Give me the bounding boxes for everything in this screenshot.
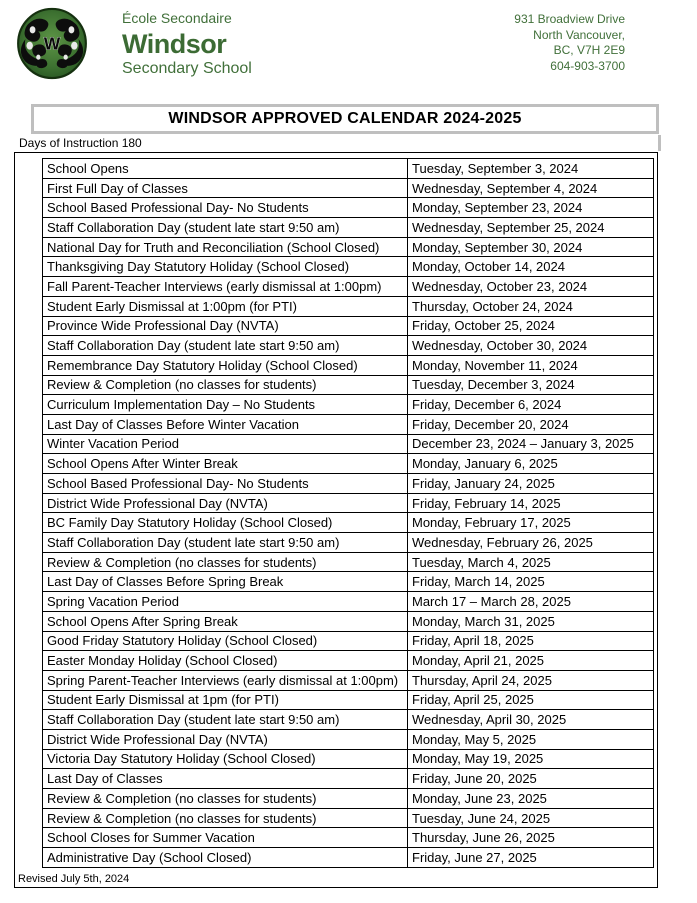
school-logo-crest (16, 3, 88, 84)
table-row (43, 808, 654, 828)
table-row (43, 552, 654, 572)
date-cell: Friday, October 25, 2024 (408, 316, 654, 336)
event-cell: Administrative Day (School Closed) (43, 848, 408, 868)
date-cell: Monday, March 31, 2025 (408, 611, 654, 631)
date-cell: Friday, January 24, 2025 (408, 474, 654, 494)
date-cell: Monday, January 6, 2025 (408, 454, 654, 474)
school-address (514, 12, 625, 74)
table-row (43, 848, 654, 868)
table-row (43, 670, 654, 690)
event-cell: Remembrance Day Statutory Holiday (School Closed) (43, 355, 408, 375)
event-cell: Last Day of Classes (43, 769, 408, 789)
address-line: 604-903-3700 (550, 58, 625, 73)
date-cell: Friday, December 20, 2024 (408, 414, 654, 434)
event-cell: Review & Completion (no classes for students) (43, 808, 408, 828)
date-cell: Monday, April 21, 2025 (408, 651, 654, 671)
event-cell: School Opens After Winter Break (43, 454, 408, 474)
date-cell: Friday, June 27, 2025 (408, 848, 654, 868)
event-cell: Victoria Day Statutory Holiday (School Closed) (43, 749, 408, 769)
date-cell: December 23, 2024 – January 3, 2025 (408, 434, 654, 454)
table-row (43, 769, 654, 789)
event-cell: Review & Completion (no classes for students) (43, 789, 408, 809)
calendar-title: WINDSOR APPROVED CALENDAR 2024-2025 (168, 110, 522, 127)
table-row (43, 355, 654, 375)
event-cell: Winter Vacation Period (43, 434, 408, 454)
days-of-instruction (14, 135, 661, 151)
event-cell: Fall Parent-Teacher Interviews (early dismissal at 1:00pm) (43, 277, 408, 297)
event-cell: District Wide Professional Day (NVTA) (43, 729, 408, 749)
table-row (43, 493, 654, 513)
date-cell: Wednesday, April 30, 2025 (408, 710, 654, 730)
event-cell: Staff Collaboration Day (student late start 9:50 am) (43, 336, 408, 356)
table-row (43, 395, 654, 415)
event-cell: National Day for Truth and Reconciliation (School Closed) (43, 237, 408, 257)
table-row (43, 611, 654, 631)
table-row (43, 316, 654, 336)
address-line: North Vancouver, (533, 27, 625, 42)
calendar-table-body (43, 159, 654, 868)
table-row (43, 592, 654, 612)
school-name-top: École Secondaire (122, 10, 232, 26)
date-cell: Tuesday, December 3, 2024 (408, 375, 654, 395)
logo-letter: W (43, 33, 61, 54)
table-row (43, 336, 654, 356)
date-cell: Monday, May 19, 2025 (408, 749, 654, 769)
event-cell: Review & Completion (no classes for students) (43, 552, 408, 572)
table-row (43, 375, 654, 395)
table-row (43, 789, 654, 809)
date-cell: Tuesday, June 24, 2025 (408, 808, 654, 828)
event-cell: District Wide Professional Day (NVTA) (43, 493, 408, 513)
table-row (43, 277, 654, 297)
revised-note: Revised July 5th, 2024 (18, 873, 130, 885)
event-cell: Review & Completion (no classes for students) (43, 375, 408, 395)
event-cell: BC Family Day Statutory Holiday (School Closed) (43, 513, 408, 533)
table-row (43, 729, 654, 749)
table-row (43, 651, 654, 671)
date-cell: Friday, June 20, 2025 (408, 769, 654, 789)
event-cell: Province Wide Professional Day (NVTA) (43, 316, 408, 336)
school-logo (16, 3, 88, 84)
event-cell: Last Day of Classes Before Winter Vacation (43, 414, 408, 434)
event-cell: School Based Professional Day- No Students (43, 198, 408, 218)
event-cell: Spring Vacation Period (43, 592, 408, 612)
date-cell: Wednesday, September 4, 2024 (408, 178, 654, 198)
calendar-title-box (31, 104, 659, 134)
date-cell: Wednesday, October 30, 2024 (408, 336, 654, 356)
table-row (43, 178, 654, 198)
date-cell: Friday, March 14, 2025 (408, 572, 654, 592)
school-name-bottom: Secondary School (122, 60, 252, 78)
calendar-outer-box (14, 152, 658, 888)
date-cell: Thursday, June 26, 2025 (408, 828, 654, 848)
event-cell: Good Friday Statutory Holiday (School Closed) (43, 631, 408, 651)
table-row (43, 572, 654, 592)
table-row (43, 749, 654, 769)
table-row (43, 237, 654, 257)
date-cell: Thursday, October 24, 2024 (408, 296, 654, 316)
table-row (43, 296, 654, 316)
event-cell: Curriculum Implementation Day – No Students (43, 395, 408, 415)
table-row (43, 513, 654, 533)
event-cell: Thanksgiving Day Statutory Holiday (School Closed) (43, 257, 408, 277)
event-cell: School Opens After Spring Break (43, 611, 408, 631)
date-cell: Friday, April 18, 2025 (408, 631, 654, 651)
date-cell: March 17 – March 28, 2025 (408, 592, 654, 612)
event-cell: Staff Collaboration Day (student late start 9:50 am) (43, 218, 408, 238)
table-row (43, 828, 654, 848)
date-cell: Wednesday, September 25, 2024 (408, 218, 654, 238)
table-row (43, 159, 654, 179)
event-cell: School Opens (43, 159, 408, 179)
date-cell: Monday, May 5, 2025 (408, 729, 654, 749)
date-cell: Monday, September 30, 2024 (408, 237, 654, 257)
event-cell: First Full Day of Classes (43, 178, 408, 198)
event-cell: Easter Monday Holiday (School Closed) (43, 651, 408, 671)
table-row (43, 198, 654, 218)
event-cell: School Closes for Summer Vacation (43, 828, 408, 848)
table-row (43, 218, 654, 238)
table-row (43, 533, 654, 553)
table-row (43, 414, 654, 434)
table-row (43, 710, 654, 730)
date-cell: Friday, February 14, 2025 (408, 493, 654, 513)
date-cell: Monday, February 17, 2025 (408, 513, 654, 533)
event-cell: School Based Professional Day- No Students (43, 474, 408, 494)
event-cell: Spring Parent-Teacher Interviews (early dismissal at 1:00pm) (43, 670, 408, 690)
school-name-block (122, 11, 252, 78)
address-line: BC, V7H 2E9 (553, 43, 625, 57)
date-cell: Wednesday, February 26, 2025 (408, 533, 654, 553)
table-row (43, 631, 654, 651)
date-cell: Tuesday, September 3, 2024 (408, 159, 654, 179)
date-cell: Thursday, April 24, 2025 (408, 670, 654, 690)
date-cell: Friday, April 25, 2025 (408, 690, 654, 710)
school-name: Windsor (122, 28, 227, 59)
date-cell: Wednesday, October 23, 2024 (408, 277, 654, 297)
table-row (43, 474, 654, 494)
table-row (43, 690, 654, 710)
date-cell: Tuesday, March 4, 2025 (408, 552, 654, 572)
event-cell: Staff Collaboration Day (student late start 9:50 am) (43, 710, 408, 730)
date-cell: Monday, October 14, 2024 (408, 257, 654, 277)
table-row (43, 434, 654, 454)
date-cell: Monday, September 23, 2024 (408, 198, 654, 218)
event-cell: Last Day of Classes Before Spring Break (43, 572, 408, 592)
date-cell: Monday, November 11, 2024 (408, 355, 654, 375)
table-row (43, 454, 654, 474)
calendar-table (42, 158, 654, 868)
days-of-instruction-label: Days of Instruction 180 (19, 136, 142, 150)
table-row (43, 257, 654, 277)
address-line: 931 Broadview Drive (514, 12, 625, 26)
date-cell: Monday, June 23, 2025 (408, 789, 654, 809)
event-cell: Student Early Dismissal at 1pm (for PTI) (43, 690, 408, 710)
event-cell: Staff Collaboration Day (student late start 9:50 am) (43, 533, 408, 553)
date-cell: Friday, December 6, 2024 (408, 395, 654, 415)
event-cell: Student Early Dismissal at 1:00pm (for PTI) (43, 296, 408, 316)
